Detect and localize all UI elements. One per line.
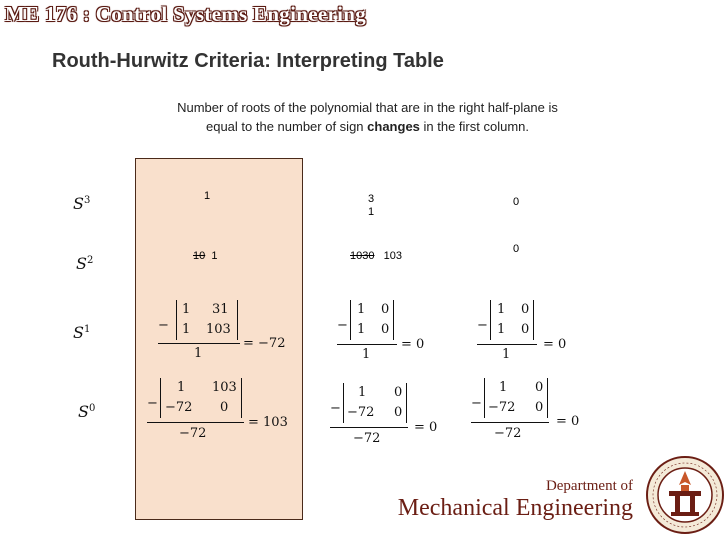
det-denominator: −72	[494, 426, 522, 441]
det-fraction-line	[330, 427, 408, 428]
slide-title: Routh-Hurwitz Criteria: Interpreting Table	[52, 50, 444, 72]
cell-s2-c3: 0	[513, 243, 520, 255]
det-denominator: 1	[362, 347, 371, 362]
det-b: 103	[212, 380, 237, 395]
row-label-s3	[73, 194, 90, 213]
cell-s2-c1	[193, 250, 218, 262]
det-result: = 0	[556, 414, 580, 429]
course-header: ME 176 : Control Systems Engineering	[5, 2, 366, 26]
row-label-s0	[78, 402, 95, 421]
det-b: 0	[381, 302, 390, 317]
det-a: 1	[497, 302, 506, 317]
det-denominator: −72	[179, 426, 207, 441]
det-s1-c2	[337, 300, 437, 370]
det-a: 1	[358, 385, 367, 400]
det-bar-left	[160, 378, 161, 418]
det-d: 0	[535, 400, 544, 415]
det-bar-left	[484, 378, 485, 418]
row-label-s0-power: 0	[88, 403, 96, 414]
cell-s3-c1: 1	[204, 190, 211, 202]
det-a: 1	[177, 380, 186, 395]
det-b: 0	[394, 385, 403, 400]
det-fraction-line	[147, 422, 244, 423]
det-c: −72	[347, 405, 375, 420]
det-result: = 103	[248, 415, 288, 430]
det-bar-left	[176, 300, 177, 340]
det-bar-left	[350, 300, 351, 340]
det-fraction-line	[337, 344, 397, 345]
det-c: −72	[165, 400, 193, 415]
cell-s3-c2b: 1	[368, 206, 375, 218]
row-label-s2	[76, 254, 93, 273]
det-s0-c2	[330, 383, 450, 453]
cell-s2-c1-value: 1	[211, 250, 218, 262]
slide-subtitle	[120, 98, 615, 136]
row-label-s1-letter: S	[73, 323, 84, 342]
det-bar-left	[343, 383, 344, 423]
cell-s2-c2	[350, 250, 402, 262]
det-b: 0	[535, 380, 544, 395]
det-bar-right	[241, 378, 242, 418]
det-a: 1	[499, 380, 508, 395]
det-s1-c1	[158, 298, 298, 368]
det-a: 1	[357, 302, 366, 317]
det-result: = 0	[401, 337, 425, 352]
det-d: 0	[381, 322, 390, 337]
row-label-s3-power: 3	[83, 195, 91, 206]
det-s1-c3	[477, 300, 587, 370]
det-bar-left	[490, 300, 491, 340]
det-fraction-line	[158, 343, 240, 344]
subtitle-line2-pre: equal to the number of sign	[205, 119, 368, 134]
det-c: −72	[488, 400, 516, 415]
row-label-s2-power: 2	[86, 255, 94, 266]
det-minus: −	[337, 318, 348, 333]
college-seal-logo	[645, 455, 725, 535]
det-d: 0	[220, 400, 229, 415]
cell-s2-c2-struck: 1030	[350, 250, 375, 262]
row-label-s3-letter: S	[73, 194, 84, 213]
det-c: 1	[182, 322, 191, 337]
det-minus: −	[158, 318, 169, 333]
det-minus: −	[471, 396, 482, 411]
det-d: 103	[206, 322, 231, 337]
det-bar-right	[237, 300, 238, 340]
det-fraction-line	[477, 344, 537, 345]
det-denominator: −72	[353, 431, 381, 446]
mechanical-engineering-label: Mechanical Engineering	[397, 495, 633, 521]
det-bar-right	[406, 383, 407, 423]
cell-s3-c2a: 3	[368, 193, 375, 205]
det-denominator: 1	[194, 346, 203, 361]
det-bar-right	[547, 378, 548, 418]
det-b: 31	[212, 302, 229, 317]
det-minus: −	[477, 318, 488, 333]
det-d: 0	[394, 405, 403, 420]
det-a: 1	[182, 302, 191, 317]
row-label-s1-power: 1	[83, 324, 91, 335]
det-fraction-line	[471, 422, 549, 423]
det-minus: −	[330, 401, 341, 416]
row-label-s1	[73, 323, 90, 342]
det-d: 0	[521, 322, 530, 337]
det-result: = 0	[414, 420, 438, 435]
det-denominator: 1	[502, 347, 511, 362]
cell-s2-c2-value: 103	[383, 250, 403, 262]
subtitle-line2-post: in the first column.	[419, 119, 530, 134]
det-s0-c3	[471, 378, 591, 448]
det-bar-right	[393, 300, 394, 340]
cell-s3-c3: 0	[513, 196, 520, 208]
det-result: = −72	[243, 336, 286, 351]
row-label-s2-letter: S	[76, 254, 87, 273]
subtitle-bold: changes	[367, 119, 420, 134]
det-s0-c1	[147, 378, 297, 448]
det-minus: −	[147, 396, 158, 411]
det-c: 1	[497, 322, 506, 337]
det-b: 0	[521, 302, 530, 317]
det-bar-right	[533, 300, 534, 340]
department-of-label: Department of	[545, 478, 633, 494]
cell-s2-c1-struck: 10	[193, 250, 206, 262]
det-c: 1	[357, 322, 366, 337]
subtitle-line1: Number of roots of the polynomial that are in the right half-plane is	[177, 100, 558, 115]
row-label-s0-letter: S	[78, 402, 89, 421]
det-result: = 0	[543, 337, 567, 352]
